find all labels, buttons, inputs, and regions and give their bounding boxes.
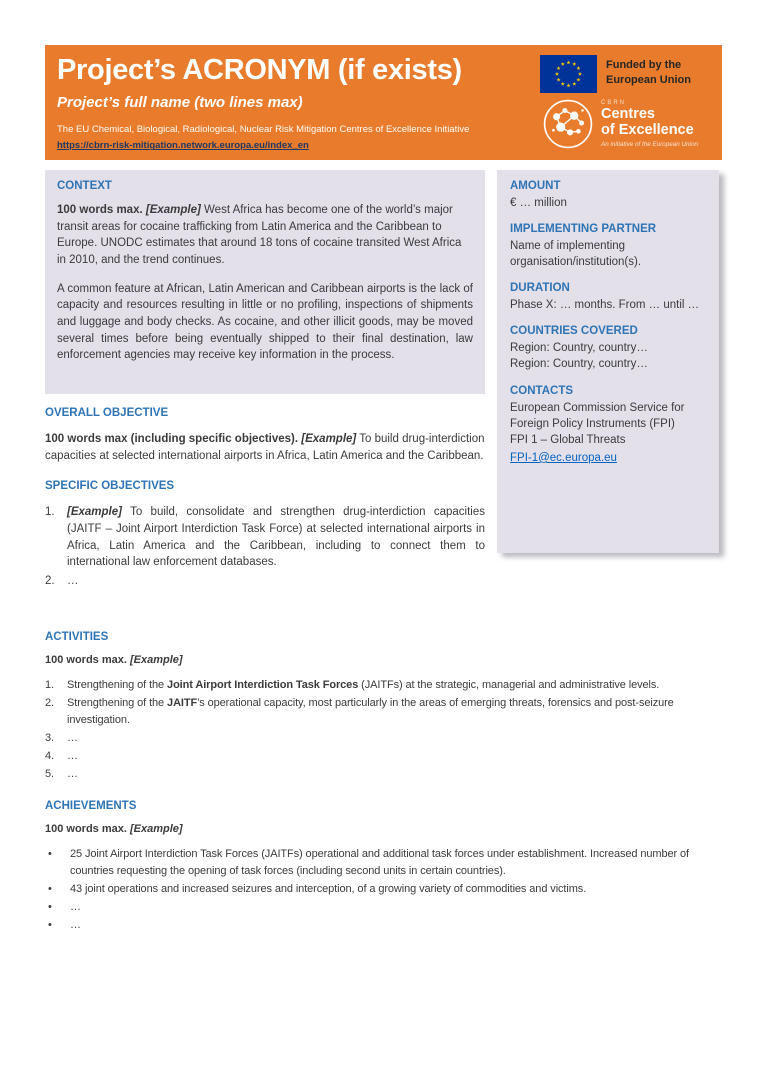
countries-line1: Region: Country, country… [510, 342, 648, 355]
item-text: Strengthening of the Joint Airport Interdiction Task Forces (JAITFs) at the strategic, managerial and administrative levels. [67, 679, 660, 691]
funded-by-label [606, 58, 691, 88]
bullet-marker: • [48, 883, 52, 896]
project-acronym-title: Project’s ACRONYM (if exists) [57, 54, 462, 86]
bullet-marker: • [48, 919, 52, 932]
specific-objectives-heading: SPECIFIC OBJECTIVES [45, 480, 175, 493]
activity-item [45, 766, 722, 783]
coe-logo-text [601, 100, 698, 147]
item-text: … [67, 750, 78, 763]
context-paragraph-1: 100 words max. [Example] West Africa has become one of the world’s major transit areas for cocaine trafficking from Latin America and the Caribbean to Europe. UNODC estimates that around 18 tons of cocaine transited West Africa in 2010, and the trend continues. [57, 204, 462, 267]
activity-item [45, 677, 722, 694]
partner-value: Name of implementing organisation/institution(s). [510, 240, 642, 269]
item-number: 1. [45, 679, 54, 691]
activity-item [45, 695, 722, 729]
sidebar-section-countries [510, 325, 706, 372]
item-number: 4. [45, 750, 54, 763]
facts-sidebar [497, 170, 719, 553]
achievement-item [45, 899, 722, 916]
amount-value: € … million [510, 197, 567, 209]
activities-intro: 100 words max. [Example] [45, 654, 183, 666]
duration-value: Phase X: … months. From … until … [510, 299, 700, 312]
coe-network-icon [542, 98, 594, 150]
achievements-intro: 100 words max. [Example] [45, 823, 183, 836]
achievements-section [45, 800, 722, 934]
coe-name-line2: of Excellence [601, 121, 694, 138]
activity-item [45, 730, 722, 747]
initiative-description: The EU Chemical, Biological, Radiological, Nuclear Risk Mitigation Centres of Excellence Initiative [57, 124, 470, 136]
achievement-item [45, 846, 722, 880]
objectives-column [45, 407, 485, 592]
countries-heading: COUNTRIES COVERED [510, 325, 638, 338]
specific-objective-item [45, 504, 485, 571]
item-text: 25 Joint Airport Interdiction Task Forces (JAITFs) operational and additional task forces under establishment. Increased number of countries requesting the opening of task forces (including second units in certain countries). [70, 848, 690, 878]
bullet-marker: • [48, 848, 52, 861]
overall-objective-heading: OVERALL OBJECTIVE [45, 407, 169, 419]
overall-objective-body: 100 words max (including specific objectives). [Example] To build drug-interdiction capacities at selected international airports in Africa, Latin America and the Caribbean. [45, 433, 485, 462]
header-banner [45, 45, 722, 160]
item-text: … [70, 901, 81, 914]
item-text: [Example] To build, consolidate and strengthen drug-interdiction capacities (JAITF – Joint Airport Interdiction Task Force) at selected international airports in Africa, Latin America and the Caribbean, including to connect them to international law enforcement databases. [67, 506, 485, 569]
duration-heading: DURATION [510, 282, 570, 295]
item-text: Strengthening of the JAITF’s operational capacity, most particularly in the areas of emerging threats, forensics and post-seizure investigation. [67, 697, 674, 727]
item-number: 3. [45, 732, 54, 745]
amount-heading: AMOUNT [510, 180, 561, 192]
coe-abbr-label: CBRN [601, 100, 627, 107]
context-panel [45, 170, 485, 394]
achievements-heading: ACHIEVEMENTS [45, 800, 137, 813]
funded-by-line1: Funded by the [606, 59, 682, 71]
contacts-organisation: European Commission Service for Foreign Policy Instruments (FPI) [510, 401, 685, 430]
contacts-email-link[interactable]: FPI-1@ec.europa.eu [510, 451, 617, 464]
coe-name-line1: Centres [601, 106, 655, 123]
item-text: 43 joint operations and increased seizures and interception, of a growing variety of commodities and victims. [70, 883, 587, 896]
item-text: … [67, 768, 78, 781]
coe-logo [542, 98, 698, 150]
sidebar-section-amount [510, 180, 706, 211]
item-number: 1. [45, 506, 55, 519]
specific-objective-item [45, 573, 485, 590]
achievement-item [45, 881, 722, 898]
item-number: 5. [45, 768, 54, 781]
coe-tagline: An initiative of the European Union [601, 140, 698, 148]
item-text: … [70, 919, 81, 932]
contacts-heading: CONTACTS [510, 384, 574, 397]
countries-line2: Region: Country, country… [510, 358, 648, 371]
activities-heading: ACTIVITIES [45, 631, 109, 643]
context-heading: CONTEXT [57, 180, 112, 192]
sidebar-section-contacts [510, 385, 706, 466]
achievement-item [45, 917, 722, 934]
eu-flag-icon [540, 55, 597, 93]
sidebar-section-duration [510, 282, 706, 313]
contacts-unit: FPI 1 – Global Threats [510, 433, 626, 446]
item-text: … [67, 575, 79, 588]
context-paragraph-2: A common feature at African, Latin American and Caribbean airports is the lack of capacity and resources resulting in little or no profiling, inspections of shipments and luggage and body checks. As cocaine, and other illicit goods, may be moved several times before being eventually shipped to their final destination, law enforcement agencies may receive key information in the process. [57, 282, 473, 362]
item-number: 2. [45, 575, 55, 588]
item-number: 2. [45, 697, 54, 710]
initiative-url-link[interactable]: https://cbrn-risk-mitigation.network.europa.eu/index_en [57, 140, 309, 152]
activities-achievements-column [45, 625, 722, 936]
partner-heading: IMPLEMENTING PARTNER [510, 223, 657, 236]
item-text: … [67, 732, 78, 745]
funded-by-line2: European Union [606, 73, 691, 86]
project-full-name-subtitle: Project’s full name (two lines max) [57, 94, 303, 112]
activity-item [45, 748, 722, 765]
bullet-marker: • [48, 901, 52, 914]
sidebar-section-partner [510, 223, 706, 270]
